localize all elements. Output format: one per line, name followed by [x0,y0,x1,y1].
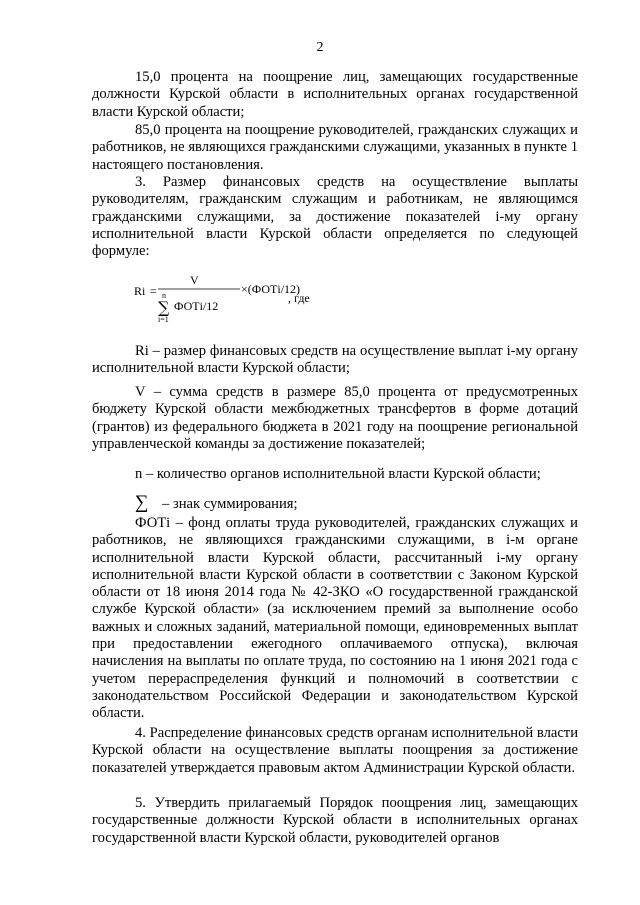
formula-denominator: ФОТi/12 [174,299,219,313]
paragraph-85-percent: 85,0 процента на поощрение руководителей, гражданских служащих и работников, не являющихся гражданскими служащими, указанных в пункте 1 настоящего постановления. [92,122,578,173]
paragraph-4: 4. Распределение финансовых средств органам исполнительной власти Курской области на осуществление выплаты поощрения за достижение показателей утверждается правовым актом Администрации Курской области. [92,725,578,776]
definition-v: V – сумма средств в размере 85,0 процента от предусмотренных бюджету Курской области межбюджетных трансфертов в форме дотаций (грантов) из федерального бюджета в 2021 году на поощрение региональной управленческой команды за достижение показателей; [92,384,578,452]
sum-lower-limit: i=1 [158,315,169,324]
sigma-icon: ∑ [135,492,149,513]
formula [130,270,350,330]
formula-multiplier: ×(ФОТi/12) [241,282,301,296]
definition-sigma-text: – знак суммирования; [162,496,298,512]
paragraph-3: 3. Размер финансовых средств на осуществление выплаты руководителям, гражданским служащим и работникам, не являющимся гражданскими служащими, за достижение показателей i-му органу исполнительной власти Курской области определяется по следующей формуле: [92,174,578,260]
formula-numerator: V [190,273,199,287]
formula-lhs: Ri [134,284,146,298]
paragraph-5: 5. Утвердить прилагаемый Порядок поощрения лиц, замещающих государственные должности Курской области в исполнительных органах государственной власти Курской области, руководителей органов [92,795,578,846]
definition-fot: ФОТi – фонд оплаты труда руководителей, гражданских служащих и работников, не являющихся гражданскими служащими, в i-м органе исполнительной власти Курской области, рассчитанный i-му органу исполнительной власти Курской области в соответствии с Законом Курской области от 18 июня 2014 года № 42-ЗКО «О государственной гражданской службе Курской области» (за исключением премий за выполнение особо важных и сложных заданий, материальной помощи, единовременных выплат при предоставлении ежегодного оплачиваемого отпуска), включая начисления на выплаты по оплате труда, по состоянию на 1 июня 2021 года с учетом перераспределения функций и полномочий в соответствии с законодательством Российской Федерации и законодательством Курской области. [92,515,578,722]
definition-sigma [92,494,578,513]
page-number: 2 [316,40,324,55]
paragraph-15-percent: 15,0 процента на поощрение лиц, замещающих государственные должности Курской области в исполнительных органах государственной власти Курской области; [92,69,578,120]
definition-n: n – количество органов исполнительной власти Курской области; [135,466,541,482]
sigma-icon: ∑ [158,298,170,317]
formula-equals: = [150,284,157,298]
formula-suffix: , где [288,291,310,305]
sum-upper-limit: n [162,291,166,300]
definition-ri: Ri – размер финансовых средств на осуществление выплат i-му органу исполнительной власти Курской области; [92,343,578,377]
